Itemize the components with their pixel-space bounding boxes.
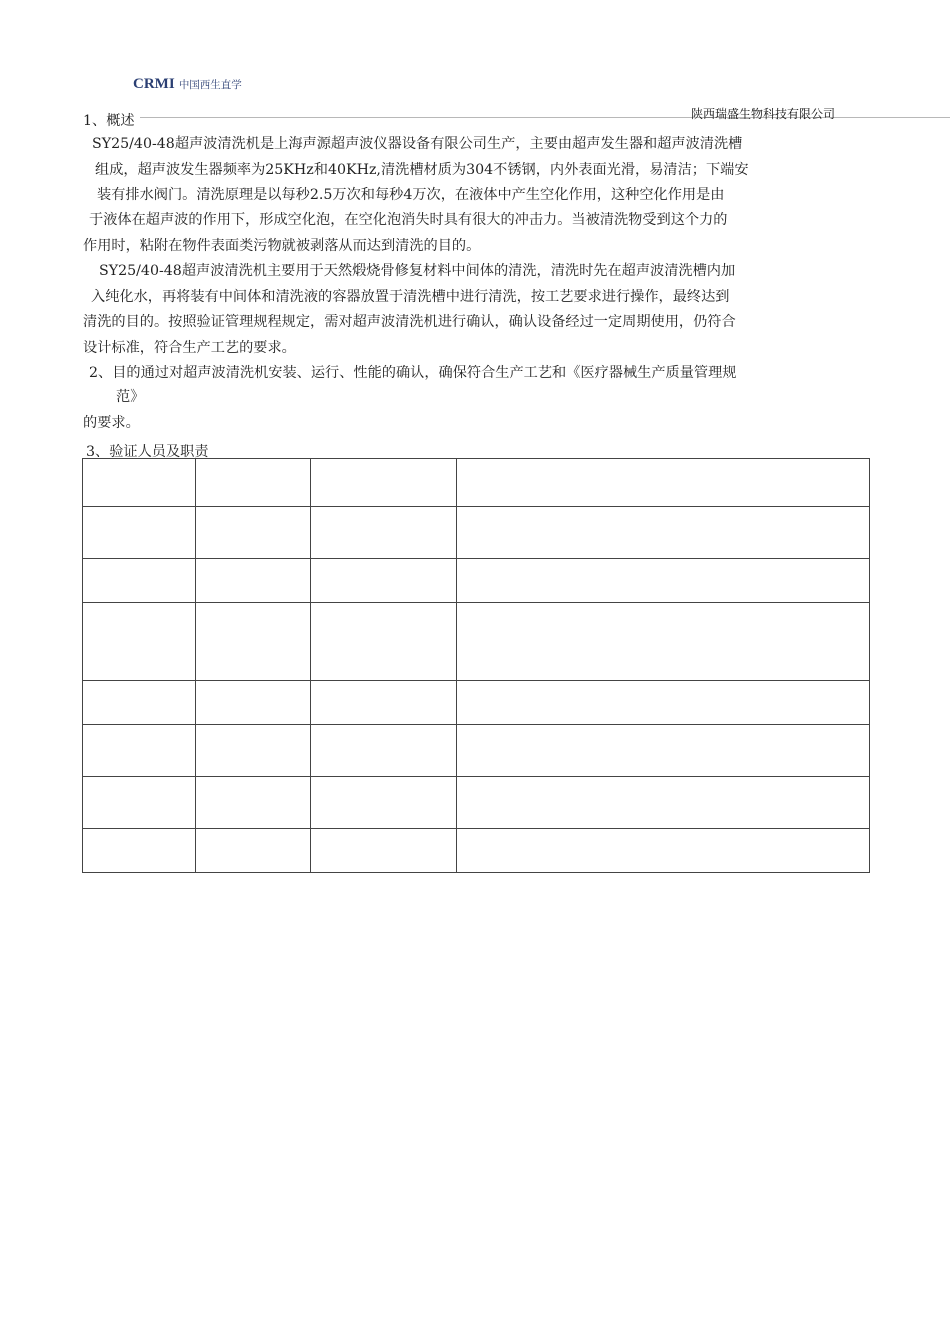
table-cell	[311, 681, 457, 725]
table-cell	[83, 507, 196, 559]
table-row	[83, 681, 870, 725]
table-cell	[83, 459, 196, 507]
table-cell	[457, 829, 870, 873]
table-row	[83, 459, 870, 507]
para-1-line-4: 于液体在超声波的作用下，形成空化泡，在空化泡消失时具有很大的冲击力。当被清洗物受到这个力的	[89, 212, 728, 228]
section-3-heading: 3、验证人员及职责	[86, 444, 209, 460]
para-1-line-2: 组成，超声波发生器频率为25KHz和40KHz,清洗槽材质为304不锈钢，内外表面光滑，易清洁；下端安	[95, 162, 749, 178]
table-row	[83, 603, 870, 681]
para-1-line-1: SY25/40-48超声波清洗机是上海声源超声波仪器设备有限公司生产，主要由超声发生器和超声波清洗槽	[92, 136, 743, 152]
table-cell	[83, 603, 196, 681]
personnel-table	[82, 458, 870, 873]
table-cell	[311, 603, 457, 681]
para-2-line-1: SY25/40-48超声波清洗机主要用于天然煅烧骨修复材料中间体的清洗，清洗时先在超声波清洗槽内加	[99, 263, 736, 279]
table-cell	[457, 603, 870, 681]
para-1-line-5: 作用时，粘附在物件表面类污物就被剥落从而达到清洗的目的。	[83, 238, 481, 254]
table-cell	[311, 725, 457, 777]
para-2-line-4: 设计标准，符合生产工艺的要求。	[83, 340, 296, 356]
table-cell	[196, 829, 311, 873]
table-cell	[311, 459, 457, 507]
logo-crmi: CRMI	[133, 76, 175, 92]
section-2-line-1: 2、目的通过对超声波清洗机安装、运行、性能的确认，确保符合生产工艺和《医疗器械生产质量管理规	[89, 365, 737, 381]
company-name: 陕西瑞盛生物科技有限公司	[691, 107, 836, 121]
logo-subtitle: 中国西生直学	[178, 79, 242, 91]
table-cell	[457, 777, 870, 829]
para-1-line-3: 装有排水阀门。清洗原理是以每秒2.5万次和每秒4万次，在液体中产生空化作用，这种空化作用是由	[97, 187, 725, 203]
table-cell	[457, 681, 870, 725]
table-cell	[457, 459, 870, 507]
table-cell	[196, 559, 311, 603]
table-cell	[83, 559, 196, 603]
table-cell	[196, 507, 311, 559]
table-cell	[311, 507, 457, 559]
table-row	[83, 777, 870, 829]
table-row	[83, 559, 870, 603]
para-2-line-2: 入纯化水，再将装有中间体和清洗液的容器放置于清洗槽中进行清洗，按工艺要求进行操作，最终达到	[91, 289, 730, 305]
table-row	[83, 829, 870, 873]
section-2-line-2: 范》	[116, 389, 145, 405]
table-cell	[457, 507, 870, 559]
table-cell	[196, 459, 311, 507]
table-cell	[311, 829, 457, 873]
table-cell	[83, 829, 196, 873]
table-cell	[83, 681, 196, 725]
table-cell	[83, 725, 196, 777]
table-cell	[457, 559, 870, 603]
table-cell	[196, 777, 311, 829]
table-row	[83, 725, 870, 777]
section-1-heading: 1、概述	[83, 113, 135, 129]
logo	[133, 76, 242, 93]
table-cell	[196, 603, 311, 681]
table-row	[83, 507, 870, 559]
para-2-line-3: 清洗的目的。按照验证管理规程规定，需对超声波清洗机进行确认，确认设备经过一定周期使用，仍符合	[83, 314, 736, 330]
table-cell	[196, 725, 311, 777]
table-cell	[311, 559, 457, 603]
section-2-line-3: 的要求。	[83, 415, 140, 431]
table-cell	[83, 777, 196, 829]
table-cell	[457, 725, 870, 777]
table-cell	[311, 777, 457, 829]
table-cell	[196, 681, 311, 725]
